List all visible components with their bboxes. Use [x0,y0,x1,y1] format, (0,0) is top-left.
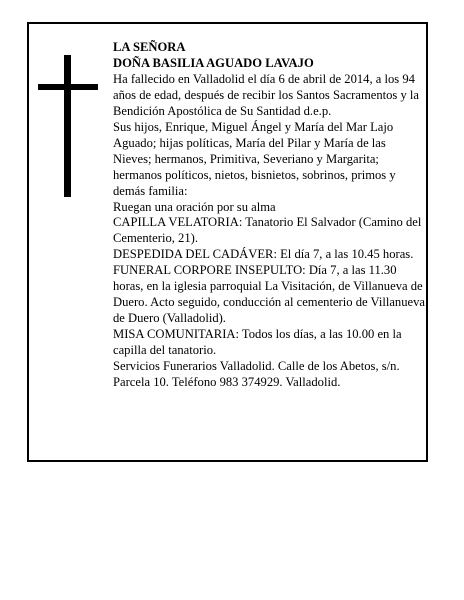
deceased-name: DOÑA BASILIA AGUADO LAVAJO [113,55,314,70]
cross-horizontal-bar [38,84,98,90]
funeral-services-info: Servicios Funerarios Valladolid. Calle de los Abetos, s/n. Parcela 10. Teléfono 983 374929. Valladolid. [113,359,400,390]
prayer-request: Ruegan una oración por su alma [113,199,276,214]
heading-title: LA SEÑORA [113,40,186,54]
funeral-info: FUNERAL CORPORE INSEPULTO: Día 7, a las 11.30 horas, en la iglesia parroquial La Visitación, de Villanueva de Duero. Acto seguido, conducción al cementerio de Villanueva de Duero (Valladolid). [113,263,426,326]
farewell-info: DESPEDIDA DEL CADÁVER: El día 7, a las 10.45 horas. [113,247,414,262]
community-mass-info: MISA COMUNITARIA: Todos los días, a las 10.00 en la capilla del tanatorio. [113,327,402,358]
death-announcement: Ha fallecido en Valladolid el día 6 de abril de 2014, a los 94 años de edad, después de recibir los Santos Sacramentos y la Bendición Apostólica de Su Santidad d.e.p. [113,71,420,118]
cross-vertical-bar [64,55,71,197]
family-paragraph: Sus hijos, Enrique, Miguel Ángel y María del Mar Lajo Aguado; hijas políticas, María del Pilar y María de las Nieves; hermanos, Primitiva, Severiano y Margarita; hermanos políticos, nietos, bisnietos, sobrinos, primos y demás familia: [113,119,396,198]
chapel-info: CAPILLA VELATORIA: Tanatorio El Salvador (Camino del Cementerio, 21). [113,215,422,246]
latin-cross-icon [38,55,98,197]
obituary-text [113,40,425,391]
